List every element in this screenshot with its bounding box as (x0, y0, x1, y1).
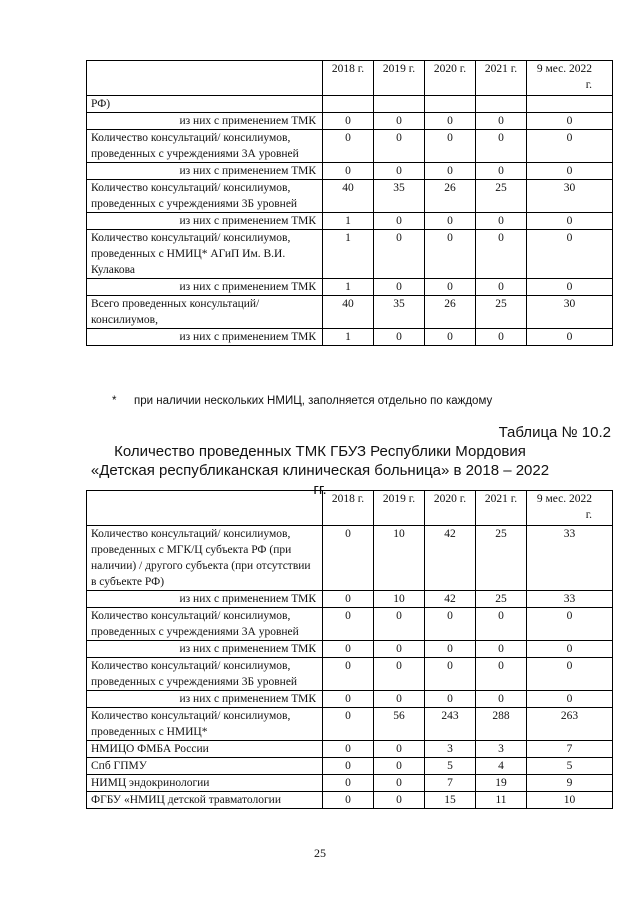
value-cell: 0 (374, 279, 425, 296)
value-cell: 33 (527, 526, 613, 591)
value-cell: 0 (476, 213, 527, 230)
table-row (87, 741, 613, 758)
value-cell: 1 (323, 230, 374, 279)
footnote-text: при наличии нескольких НМИЦ, заполняется отдельно по каждому (134, 395, 493, 407)
table-title: Количество проведенных ТМК ГБУЗ Республики Мордовия «Детская республиканская клиническая больница» в 2018 – 2022 гг. (90, 443, 550, 498)
table-2 (86, 490, 613, 809)
value-cell: 5 (527, 758, 613, 775)
footnote (112, 395, 492, 407)
value-cell: 0 (527, 130, 613, 163)
header-empty-cell (87, 61, 323, 96)
table-row (87, 792, 613, 809)
row-label: Количество консультаций/ консилиумов, проведенных с НМИЦ* (87, 708, 323, 741)
value-cell: 0 (374, 775, 425, 792)
table-1 (86, 60, 613, 346)
value-cell: 0 (323, 775, 374, 792)
value-cell: 9 (527, 775, 613, 792)
header-year-2022-9m: 9 мес. 2022 г. (527, 491, 613, 526)
header-year-2018: 2018 г. (323, 61, 374, 96)
value-cell: 263 (527, 708, 613, 741)
value-cell: 30 (527, 296, 613, 329)
value-cell: 0 (374, 213, 425, 230)
value-cell: 0 (374, 641, 425, 658)
value-cell: 0 (476, 641, 527, 658)
value-cell: 25 (476, 526, 527, 591)
table-row (87, 213, 613, 230)
row-label: Спб ГПМУ (87, 758, 323, 775)
value-cell: 3 (425, 741, 476, 758)
value-cell: 7 (425, 775, 476, 792)
value-cell: 0 (323, 591, 374, 608)
value-cell: 288 (476, 708, 527, 741)
value-cell: 33 (527, 591, 613, 608)
row-sublabel: из них с применением ТМК (87, 279, 323, 296)
value-cell: 0 (476, 130, 527, 163)
value-cell: 0 (323, 658, 374, 691)
table-row (87, 691, 613, 708)
table-row (87, 113, 613, 130)
value-cell: 19 (476, 775, 527, 792)
value-cell: 0 (527, 279, 613, 296)
value-cell: 0 (425, 230, 476, 279)
value-cell (476, 96, 527, 113)
value-cell: 42 (425, 591, 476, 608)
value-cell: 26 (425, 180, 476, 213)
header-year-2018: 2018 г. (323, 491, 374, 526)
row-label: Количество консультаций/ консилиумов, проведенных с МГК/Ц субъекта РФ (при наличии) / другого субъекта (при отсутствии в субъекте РФ) (87, 526, 323, 591)
value-cell: 25 (476, 180, 527, 213)
value-cell: 1 (323, 213, 374, 230)
row-label: Количество консультаций/ консилиумов, проведенных с учреждениями 3А уровней (87, 130, 323, 163)
table-row (87, 608, 613, 641)
value-cell: 0 (323, 130, 374, 163)
value-cell: 25 (476, 296, 527, 329)
table-row (87, 230, 613, 279)
header-year-2021: 2021 г. (476, 491, 527, 526)
value-cell: 0 (527, 213, 613, 230)
value-cell: 0 (425, 329, 476, 346)
value-cell: 0 (476, 691, 527, 708)
value-cell: 0 (374, 113, 425, 130)
header-year-2019: 2019 г. (374, 491, 425, 526)
value-cell: 0 (323, 163, 374, 180)
value-cell: 0 (476, 279, 527, 296)
value-cell: 0 (425, 130, 476, 163)
value-cell: 0 (425, 163, 476, 180)
value-cell: 7 (527, 741, 613, 758)
value-cell: 0 (374, 792, 425, 809)
row-label: Количество консультаций/ консилиумов, проведенных с НМИЦ* АГиП Им. В.И. Кулакова (87, 230, 323, 279)
table-row (87, 708, 613, 741)
row-label: ФГБУ «НМИЦ детской травматологии (87, 792, 323, 809)
table-row (87, 758, 613, 775)
value-cell: 56 (374, 708, 425, 741)
value-cell: 0 (476, 163, 527, 180)
value-cell: 0 (425, 113, 476, 130)
value-cell: 0 (323, 708, 374, 741)
value-cell: 243 (425, 708, 476, 741)
value-cell (323, 96, 374, 113)
value-cell: 0 (527, 329, 613, 346)
table-row (87, 658, 613, 691)
value-cell: 0 (527, 658, 613, 691)
value-cell: 0 (425, 608, 476, 641)
value-cell: 0 (425, 279, 476, 296)
value-cell: 0 (476, 230, 527, 279)
value-cell: 11 (476, 792, 527, 809)
value-cell: 0 (374, 130, 425, 163)
table-row (87, 296, 613, 329)
value-cell: 15 (425, 792, 476, 809)
value-cell: 0 (527, 691, 613, 708)
value-cell: 0 (476, 608, 527, 641)
table-number: Таблица № 10.2 (498, 424, 611, 441)
page-number: 25 (314, 846, 326, 860)
value-cell: 30 (527, 180, 613, 213)
value-cell (527, 96, 613, 113)
value-cell: 0 (425, 641, 476, 658)
value-cell: 0 (374, 163, 425, 180)
table-row (87, 279, 613, 296)
value-cell: 0 (527, 608, 613, 641)
value-cell: 0 (323, 691, 374, 708)
table-row (87, 329, 613, 346)
table-row (87, 180, 613, 213)
value-cell: 0 (374, 741, 425, 758)
value-cell: 0 (374, 230, 425, 279)
table-2-body (87, 491, 613, 809)
table-1-header-row (87, 61, 613, 96)
value-cell: 40 (323, 180, 374, 213)
value-cell: 0 (425, 658, 476, 691)
row-sublabel: из них с применением ТМК (87, 213, 323, 230)
value-cell: 0 (323, 792, 374, 809)
value-cell (425, 96, 476, 113)
value-cell: 0 (374, 691, 425, 708)
row-sublabel: из них с применением ТМК (87, 691, 323, 708)
row-label: Количество консультаций/ консилиумов, проведенных с учреждениями 3А уровней (87, 608, 323, 641)
row-label: Количество консультаций/ консилиумов, проведенных с учреждениями 3Б уровней (87, 658, 323, 691)
value-cell: 0 (425, 691, 476, 708)
value-cell: 35 (374, 180, 425, 213)
value-cell: 3 (476, 741, 527, 758)
row-label: НИМЦ эндокринологии (87, 775, 323, 792)
table-row (87, 526, 613, 591)
value-cell: 10 (527, 792, 613, 809)
value-cell: 0 (527, 230, 613, 279)
row-sublabel: из них с применением ТМК (87, 163, 323, 180)
value-cell: 10 (374, 591, 425, 608)
value-cell: 1 (323, 279, 374, 296)
value-cell: 0 (323, 741, 374, 758)
table-1-body (87, 61, 613, 346)
table-row (87, 591, 613, 608)
value-cell: 0 (374, 329, 425, 346)
value-cell: 0 (323, 526, 374, 591)
table-row (87, 163, 613, 180)
value-cell: 0 (476, 658, 527, 691)
value-cell: 0 (323, 758, 374, 775)
value-cell: 0 (323, 608, 374, 641)
row-label: НМИЦО ФМБА России (87, 741, 323, 758)
value-cell: 5 (425, 758, 476, 775)
header-year-2021: 2021 г. (476, 61, 527, 96)
value-cell: 0 (425, 213, 476, 230)
value-cell: 0 (476, 113, 527, 130)
value-cell: 0 (323, 641, 374, 658)
table-row (87, 775, 613, 792)
row-sublabel: из них с применением ТМК (87, 329, 323, 346)
table-row (87, 96, 613, 113)
row-sublabel: из них с применением ТМК (87, 641, 323, 658)
value-cell: 35 (374, 296, 425, 329)
value-cell: 10 (374, 526, 425, 591)
value-cell: 0 (374, 658, 425, 691)
value-cell: 0 (527, 163, 613, 180)
footnote-star: * (112, 395, 117, 407)
value-cell: 4 (476, 758, 527, 775)
value-cell: 1 (323, 329, 374, 346)
row-sublabel: из них с применением ТМК (87, 113, 323, 130)
row-label: РФ) (87, 96, 323, 113)
value-cell: 40 (323, 296, 374, 329)
header-empty-cell (87, 491, 323, 526)
value-cell: 0 (527, 113, 613, 130)
value-cell (374, 96, 425, 113)
header-year-2019: 2019 г. (374, 61, 425, 96)
table-row (87, 641, 613, 658)
value-cell: 26 (425, 296, 476, 329)
row-label: Количество консультаций/ консилиумов, проведенных с учреждениями 3Б уровней (87, 180, 323, 213)
value-cell: 42 (425, 526, 476, 591)
table-row (87, 130, 613, 163)
header-year-2020: 2020 г. (425, 491, 476, 526)
value-cell: 0 (476, 329, 527, 346)
table-2-header-row (87, 491, 613, 526)
value-cell: 0 (323, 113, 374, 130)
row-sublabel: из них с применением ТМК (87, 591, 323, 608)
value-cell: 0 (527, 641, 613, 658)
value-cell: 0 (374, 608, 425, 641)
value-cell: 25 (476, 591, 527, 608)
header-year-2022-9m: 9 мес. 2022 г. (527, 61, 613, 96)
value-cell: 0 (374, 758, 425, 775)
row-label: Всего проведенных консультаций/ консилиумов, (87, 296, 323, 329)
header-year-2020: 2020 г. (425, 61, 476, 96)
